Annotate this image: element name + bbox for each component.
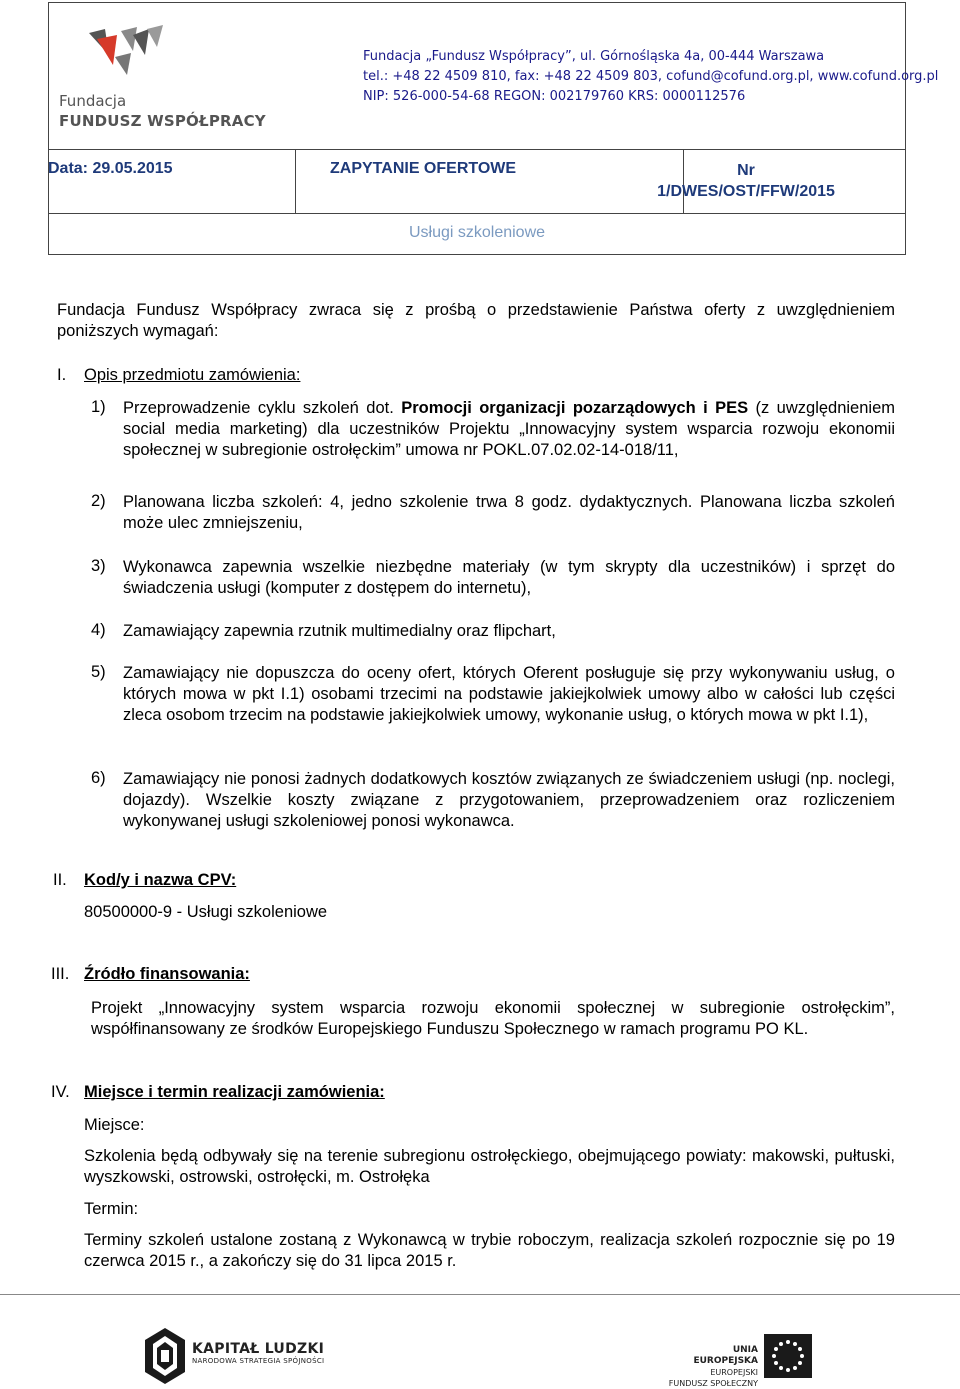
place-text: Szkolenia będą odbywały się na terenie subregionu ostrołęckiego, obejmującego powiaty: makowski, pułtuski, wyszkowski, ostrowski, ostrołęcki, m. Ostrołęka	[84, 1147, 895, 1186]
cpv-code: 80500000-9 - Usługi szkoleniowe	[84, 903, 328, 921]
document-number	[634, 160, 858, 202]
place-label: Miejsce:	[84, 1116, 145, 1134]
nr-label: Nr	[737, 162, 755, 179]
contact-phone-email: tel.: +48 22 4509 810, fax: +48 22 4509 803, cofund@cofund.org.pl, www.cofund.org.pl	[363, 69, 939, 84]
term-text: Terminy szkoleń ustalone zostaną z Wykonawcą w trybie roboczym, realizacja szkoleń rozpocznie się po 19 czerwca 2015 r., a zakończy się do 31 lipca 2015 r.	[84, 1231, 895, 1270]
item-6-text: Zamawiający nie ponosi żadnych dodatkowych kosztów związanych ze świadczeniem usługi (np. noclegi, dojazdy). Wszelkie koszty związane z przygotowaniem, przeprowadzeniem oraz rozliczeniem wykonywanej usługi szkoleniowej ponosi wykonawca.	[123, 770, 895, 830]
foundation-logo-text	[59, 91, 266, 131]
ue-line-2: EUROPEJSKI	[710, 1368, 758, 1377]
item-1-number: 1)	[91, 398, 106, 416]
item-3-number: 3)	[91, 557, 106, 575]
kapital-ludzki-logo-icon	[145, 1328, 185, 1384]
subject-text: Usługi szkoleniowe	[408, 224, 546, 241]
ue-line-1: UNIA EUROPEJSKA	[693, 1345, 758, 1366]
item-6-number: 6)	[91, 769, 106, 787]
section-3-number: III.	[51, 965, 70, 983]
item-5-text: Zamawiający nie dopuszcza do oceny ofert, których Oferent posługuje się przy wykonywaniu usług, o których mowa w pkt I.1) osobami trzecimi na podstawie jakiejkolwiek umowy albo w całości lub części zleca osobom trzecim na podstawie jakiejkolwiek umowy, wykonanie usług, o których mowa w pkt I.1),	[123, 664, 895, 724]
intro-paragraph: Fundacja Fundusz Współpracy zwraca się z prośbą o przedstawienie Państwa oferty z uwzględnieniem poniższych wymagań:	[57, 301, 895, 340]
item-1-text-a: Przeprowadzenie cyklu szkoleń dot.	[123, 399, 402, 417]
item-4-number: 4)	[91, 621, 106, 639]
contact-address: Fundacja „Fundusz Współpracy”, ul. Górnośląska 4a, 00-444 Warszawa	[363, 49, 825, 64]
footer-divider	[0, 1294, 960, 1295]
ue-line-3: FUNDUSZ SPOŁECZNY	[668, 1379, 758, 1388]
section-4-number: IV.	[51, 1083, 70, 1101]
section-3-title: Źródło finansowania:	[84, 965, 250, 983]
item-3-text: Wykonawca zapewnia wszelkie niezbędne materiały (w tym skrypty dla uczestników) i sprzęt do świadczenia usługi (komputer z dostępem do internetu),	[123, 558, 895, 597]
item-4-text: Zamawiający zapewnia rzutnik multimedialny oraz flipchart,	[123, 622, 556, 640]
logo-line-2: FUNDUSZ WSPÓŁPRACY	[59, 112, 266, 130]
document-date: Data: 29.05.2015	[48, 160, 173, 177]
eu-text	[668, 1345, 758, 1389]
item-1-text	[123, 398, 895, 461]
document-title: ZAPYTANIE OFERTOWE	[330, 160, 517, 177]
header-top-row	[49, 3, 939, 150]
kl-subtitle: NARODOWA STRATEGIA SPÓJNOŚCI	[192, 1357, 325, 1365]
section-1-title: Opis przedmiotu zamówienia:	[84, 366, 301, 384]
header-subject-row	[49, 213, 905, 255]
contact-ids: NIP: 526-000-54-68 REGON: 002179760 KRS: 0000112576	[363, 89, 746, 104]
kapital-ludzki-text	[192, 1341, 324, 1365]
eu-flag-icon	[764, 1334, 812, 1378]
logo-line-1: Fundacja	[59, 92, 127, 110]
kl-title: KAPITAŁ LUDZKI	[192, 1341, 325, 1357]
foundation-logo-icon	[87, 25, 167, 83]
section-4-title: Miejsce i termin realizacji zamówienia:	[84, 1083, 385, 1101]
item-2-text: Planowana liczba szkoleń: 4, jedno szkolenie trwa 8 godz. dydaktycznych. Planowana liczba szkoleń może ulec zmniejszeniu,	[123, 493, 895, 532]
contact-info	[363, 47, 938, 107]
section-1-number: I.	[57, 366, 67, 384]
header-box	[48, 2, 939, 255]
item-1-text-bold: Promocji organizacji pozarządowych i PES	[401, 399, 749, 417]
financing-text: Projekt „Innowacyjny system wsparcia rozwoju ekonomii społecznej w subregionie ostrołęckim”, współfinansowany ze środków Europejskiego Funduszu Społecznego w ramach programu PO KL.	[91, 999, 895, 1038]
item-5-number: 5)	[91, 663, 106, 681]
section-2-title: Kod/y i nazwa CPV:	[84, 871, 237, 889]
section-2-number: II.	[53, 871, 67, 889]
item-1-text-c: (z uwzględnieniem social media marketing) dla uczestników Projektu „Innowacyjny system wsparcia rozwoju ekonomii społecznej w subregionie ostrołęckim” umowa nr POKL.07.02.02-14-018/11,	[123, 399, 895, 459]
term-label: Termin:	[84, 1200, 139, 1218]
nr-value: 1/DWES/OST/FFW/2015	[657, 183, 835, 200]
item-2-number: 2)	[91, 492, 106, 510]
